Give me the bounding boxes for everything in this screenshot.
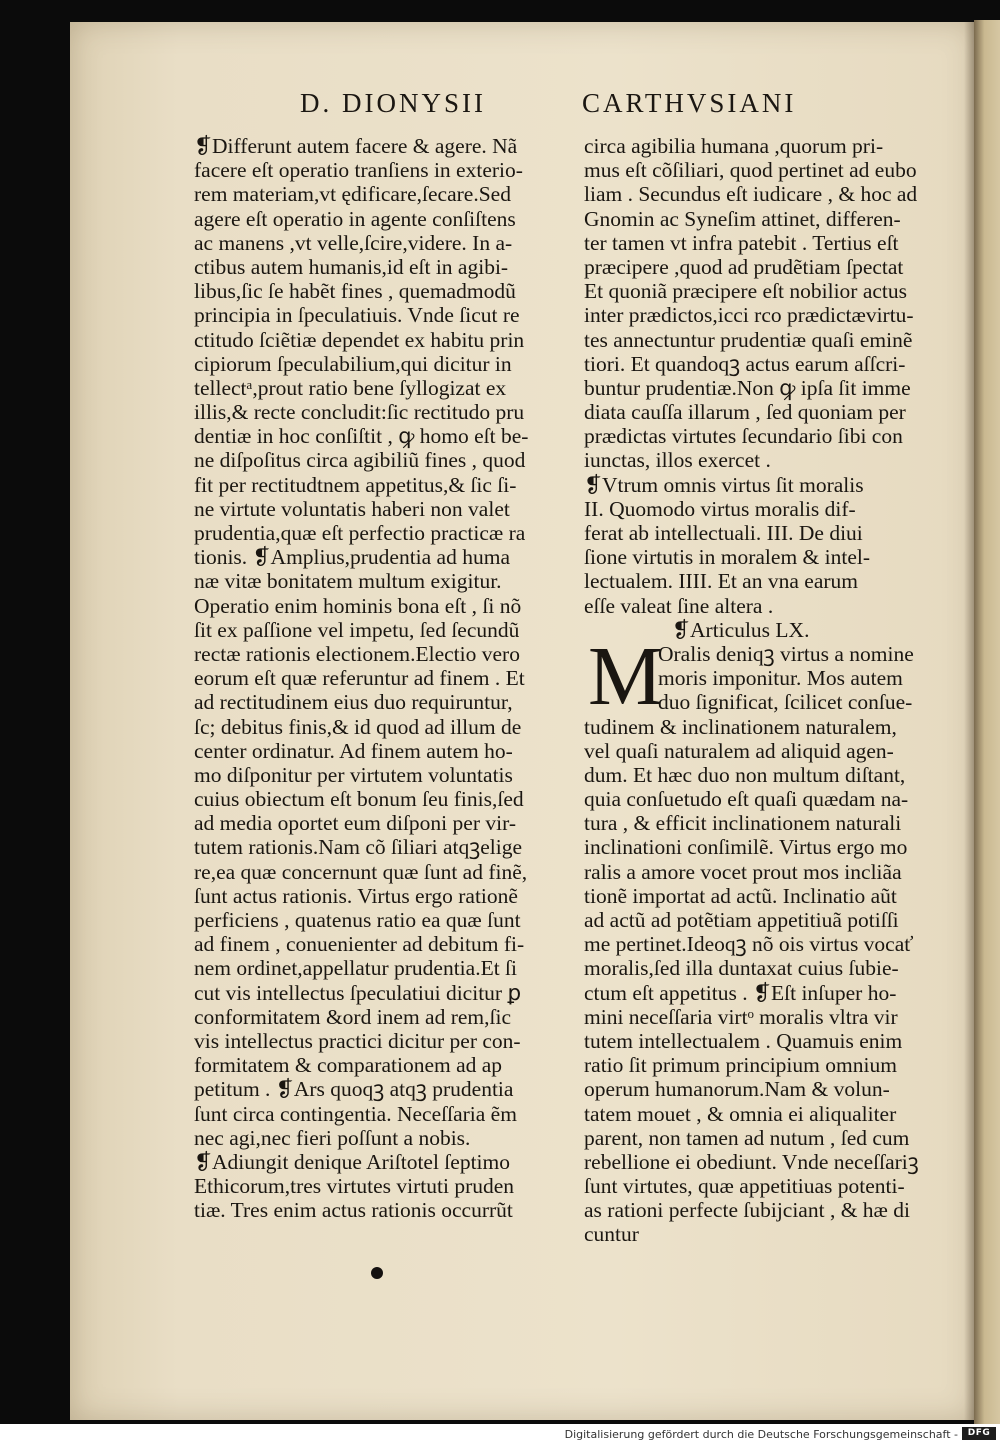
article-line: parent, non tamen ad nutum , ſed cum bbox=[584, 1125, 910, 1150]
text-line: ne diſpoſitus circa agibiliũ fines , quod bbox=[194, 448, 526, 473]
drop-cap-initial: M bbox=[588, 629, 663, 723]
text-line: mo diſponitur per virtutem voluntatis bbox=[194, 762, 513, 787]
article-line: moris imponitur. Mos autem bbox=[658, 666, 903, 691]
article-line: me pertinet.Ideoqꝫ nõ ois virtus vocať bbox=[584, 932, 914, 957]
text-line: fit per rectitudtnem appetitus,& ſic ſi- bbox=[194, 472, 517, 497]
question-line: ❡Vtrum omnis virtus ſit moralis bbox=[584, 472, 864, 497]
text-line: ſunt actus rationis. Virtus ergo rationẽ bbox=[194, 883, 518, 908]
article-line: tutem intellectualem . Quamuis enim bbox=[584, 1028, 903, 1053]
text-line: ❡Differunt autem facere & agere. Nã bbox=[194, 134, 518, 158]
text-line: petitum . ❡Ars quoqꝫ atqꝫ prudentia bbox=[194, 1077, 514, 1102]
text-line: ❡Adiungit denique Ariſtotel ſeptimo bbox=[194, 1149, 510, 1174]
text-line: tellectᵃ,prout ratio bene ſyllogizat ex bbox=[194, 375, 507, 400]
text-line: mus eſt cõſiliari, quod pertinet ad eubo bbox=[584, 158, 917, 183]
text-line: prædictas virtutes ſecundario ſibi con bbox=[584, 424, 903, 449]
question-line: ſione virtutis in moralem & intel- bbox=[584, 545, 871, 570]
article-line: ctum eſt appetitus . ❡Eſt inſuper ho- bbox=[584, 980, 897, 1005]
question-line: lectualem. IIII. Et an vna earum bbox=[584, 569, 858, 594]
text-line: Ethicorum,tres virtutes virtuti pruden bbox=[194, 1174, 515, 1199]
text-line: ſc; debitus finis,& id quod ad illum de bbox=[194, 714, 522, 739]
text-line: ctitudo ſciẽtiæ dependet ex habitu prin bbox=[194, 327, 525, 352]
text-line: ſit ex paſſione vel impetu, ſed ſecundũ bbox=[194, 617, 520, 642]
article-line: quia conſuetudo eſt quaſi quædam na- bbox=[584, 787, 909, 812]
article-line: rebellione ei obediunt. Vnde neceſſariꝫ bbox=[584, 1149, 919, 1174]
text-line: cipiorum ſpeculabilium,qui dicitur in bbox=[194, 351, 512, 376]
text-line: ctibus autem humanis,id eſt in agibi- bbox=[194, 254, 509, 279]
article-line: moralis,ſed illa duntaxat cuius ſubie- bbox=[584, 956, 899, 981]
text-line: libus,ſic ſe habẽt fines , quemadmodũ bbox=[194, 279, 516, 304]
article-line: ad actũ ad potẽtiam appetitiuã potiſſi bbox=[584, 908, 899, 932]
article-line: mini neceſſaria virtᵒ moralis vltra vir bbox=[584, 1004, 898, 1029]
page-gutter-shadow bbox=[964, 22, 974, 1420]
article-line: ratio ſit primum principium omnium bbox=[584, 1053, 897, 1078]
article-line: operum humanorum.Nam & volun- bbox=[584, 1077, 890, 1102]
article-line: ſunt virtutes, quæ appetitiuas potenti- bbox=[584, 1174, 905, 1199]
text-line: ſunt circa contingentia. Neceſſaria ẽm bbox=[194, 1101, 517, 1126]
text-line: nem ordinet,appellatur prudentia.Et ſi bbox=[194, 956, 517, 981]
text-line: tiori. Et quandoqꝫ actus earum aſſcri- bbox=[584, 351, 906, 376]
text-line: Operatio enim hominis bona eſt , ſi nõ bbox=[194, 593, 522, 618]
article-line: cuntur bbox=[584, 1222, 639, 1247]
article-line: tura , & efficit inclinationem naturali bbox=[584, 811, 902, 836]
right-text-column bbox=[584, 134, 964, 1247]
article-line: ralis a amore vocet prout mos incliãa bbox=[584, 859, 902, 884]
text-line: buntur prudentiæ.Non ꝙ ipſa ſit imme bbox=[584, 375, 911, 400]
digitization-footer bbox=[0, 1424, 1000, 1444]
text-line: ad rectitudinem eius duo requiruntur, bbox=[194, 690, 513, 715]
text-line: tes annectuntur prudentiæ quaſi eminẽ bbox=[584, 327, 913, 352]
text-line: Gnomin ac Syneſim attinet, differen- bbox=[584, 206, 901, 231]
text-line: præcipere ,quod ad prudẽtiam ſpectat bbox=[584, 254, 904, 279]
text-line: nec agi,nec fieri poſſunt a nobis. bbox=[194, 1125, 471, 1150]
text-line: ac manens ,vt velle,ſcire,videre. In a- bbox=[194, 230, 513, 255]
article-line: tionẽ importat ad actũ. Inclinatio aũt bbox=[584, 883, 897, 908]
running-head-surname: CARTHVSIANI bbox=[582, 88, 797, 118]
text-line: næ vitæ bonitatem multum exigitur. bbox=[194, 569, 502, 594]
left-text-column bbox=[194, 134, 570, 1222]
text-line: conformitatem &ord inem ad rem,ſic bbox=[194, 1004, 512, 1029]
text-line: principia in ſpeculatiuis. Vnde ſicut re bbox=[194, 303, 520, 328]
book-edge bbox=[974, 20, 1000, 1424]
text-line: facere eſt operatio tranſiens in exterio- bbox=[194, 158, 523, 183]
question-line: eſſe valeat ſine altera . bbox=[584, 593, 774, 618]
text-line: diata cauſſa illarum , ſed quoniam per bbox=[584, 400, 906, 425]
text-line: prudentia,quæ eſt perfectio practicæ ra bbox=[194, 521, 526, 545]
article-line: inclinationi conſimilẽ. Virtus ergo mo bbox=[584, 835, 908, 860]
text-line: ad finem , conuenienter ad debitum fi- bbox=[194, 932, 525, 957]
article-line: duo ſignificat, ſcilicet conſue- bbox=[658, 690, 913, 715]
text-line: iunctas, illos exercet . bbox=[584, 448, 771, 473]
text-line: re,ea quæ concernunt quæ ſunt ad finẽ, bbox=[194, 859, 528, 884]
article-line: tudinem & inclinationem naturalem, bbox=[584, 714, 897, 739]
text-line: vis intellectus practici dicitur per con- bbox=[194, 1028, 521, 1053]
text-line: ne virtute voluntatis haberi non valet bbox=[194, 496, 510, 521]
text-line: eorum eſt quæ referuntur ad finem . Et bbox=[194, 666, 525, 691]
text-line: tionis. ❡Amplius,prudentia ad huma bbox=[194, 545, 510, 570]
text-line: illis,& recte concludit:ſic rectitudo pru bbox=[194, 400, 525, 425]
article-questions bbox=[584, 473, 964, 618]
text-line: ad media oportet eum diſponi per vir- bbox=[194, 811, 516, 836]
text-line: center ordinatur. Ad finem autem ho- bbox=[194, 738, 513, 763]
article-line: vel quaſi naturalem ad aliquid agen- bbox=[584, 738, 894, 763]
text-line: cut vis intellectus ſpeculatiui dicitur ꝑ bbox=[194, 980, 522, 1005]
article-line: tatem mouet , & omnia ei aliqualiter bbox=[584, 1101, 897, 1126]
text-line: agere eſt operatio in agente conſiſtens bbox=[194, 206, 516, 231]
text-line: inter prædictos,icci rco prædictævirtu- bbox=[584, 303, 914, 328]
ornament-dot bbox=[371, 1267, 383, 1279]
article-heading: ❡Articulus LX. bbox=[672, 617, 810, 642]
text-line: rectæ rationis electionem.Electio vero bbox=[194, 641, 520, 666]
text-line: circa agibilia humana ,quorum pri- bbox=[584, 134, 884, 158]
text-line: ter tamen vt infra patebit . Tertius eſt bbox=[584, 230, 899, 255]
running-head-author: D. DIONYSII bbox=[300, 88, 486, 118]
article-line: dum. Et hæc duo non multum diſtant, bbox=[584, 762, 906, 787]
text-line: Et quoniã præcipere eſt nobilior actus bbox=[584, 279, 908, 304]
text-line: formitatem & comparationem ad ap bbox=[194, 1053, 503, 1078]
text-line: cuius obiectum eſt bonum ſeu finis,ſed bbox=[194, 787, 524, 812]
article-line: as rationi perfecte ſubijciant , & hæ di bbox=[584, 1198, 910, 1223]
text-line: tutem rationis.Nam cõ ſiliari atqꝫelige bbox=[194, 835, 523, 860]
text-line: liam . Secundus eſt iudicare , & hoc ad bbox=[584, 182, 918, 207]
text-line: rem materiam,vt ędificare,ſecare.Sed bbox=[194, 182, 511, 207]
question-line: II. Quomodo virtus moralis dif- bbox=[584, 496, 856, 521]
article-line: Oralis deniqꝫ virtus a nomine bbox=[658, 641, 914, 666]
question-line: ferat ab intellectuali. III. De diui bbox=[584, 521, 863, 545]
dfg-logo: DFG bbox=[962, 1427, 996, 1440]
text-line: perficiens , quatenus ratio ea quæ ſunt bbox=[194, 908, 521, 932]
text-line: dentiæ in hoc conſiſtit , ꝙ homo eſt be- bbox=[194, 424, 529, 449]
right-column-paragraph bbox=[584, 134, 964, 473]
footer-credit: Digitalisierung gefördert durch die Deutsche Forschungsgemeinschaft - bbox=[564, 1428, 958, 1441]
text-line: tiæ. Tres enim actus rationis occurrũt bbox=[194, 1198, 513, 1223]
